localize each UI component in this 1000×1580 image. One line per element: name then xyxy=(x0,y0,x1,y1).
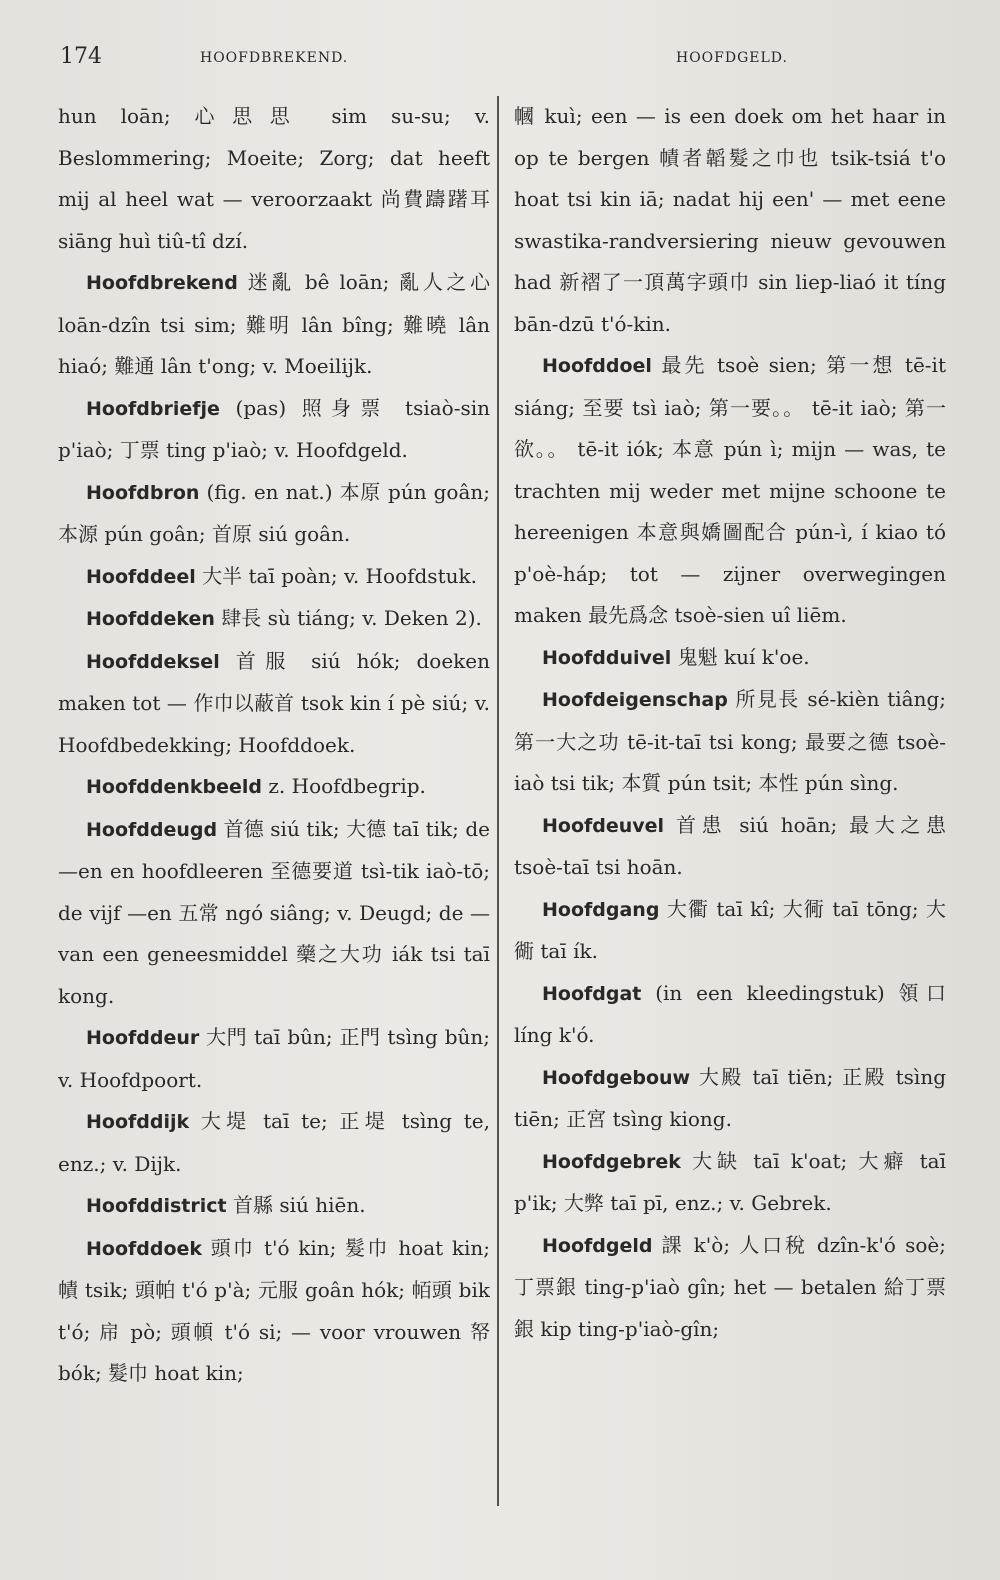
entry-text: (fig. en nat.) 本原 pún goân; 本源 pún goân; 首原 siú goân. xyxy=(58,479,490,546)
dictionary-entry xyxy=(514,889,946,973)
entry-headword: Hoofddeur xyxy=(86,1027,200,1049)
entry-text: 大門 taī bûn; 正門 tsìng bûn; v. Hoofdpoort. xyxy=(58,1025,490,1092)
entry-text: 所見長 sé-kièn tiâng; 第一大之功 tē-it-taī tsi kong; 最要之德 tsoè-iaò tsi tik; 本質 pún tsit; 本性 pún sìng. xyxy=(514,687,946,795)
entry-text: 課 k'ò; 人口稅 dzîn-k'ó soè; 丁票銀 ting-p'iaò gîn; het — betalen 給丁票銀 kip ting-p'iaò-gîn; xyxy=(514,1232,946,1341)
entry-text: 大殿 taī tiēn; 正殿 tsìng tiēn; 正宮 tsìng kiong. xyxy=(514,1064,946,1131)
entry-headword: Hoofdgang xyxy=(542,898,660,921)
dictionary-entry xyxy=(58,556,490,599)
dictionary-entry xyxy=(58,1185,490,1228)
dictionary-entry xyxy=(58,96,490,262)
entry-headword: Hoofdgat xyxy=(542,982,642,1005)
dictionary-entry xyxy=(514,1057,946,1141)
entry-text: 大缺 taī k'oat; 大癖 taī p'ik; 大弊 taī pī, enz.; v. Gebrek. xyxy=(514,1148,946,1215)
entry-text: 幗 kuì; een — is een doek om het haar in op te bergen 幘者韜髮之巾也 tsik-tsiá t'o hoat tsi kin iā; nadat hij een' — met eene swastika-randversiering nieuw gevouwen had 新褶了一頂萬字頭巾 sin liep-liaó it tíng bān-dzū t'ó-kin. xyxy=(514,104,946,336)
entry-headword: Hoofddeugd xyxy=(86,818,218,841)
dictionary-entry xyxy=(514,679,946,805)
entry-headword: Hoofdbron xyxy=(86,481,200,504)
entry-text: 頭巾 t'ó kin; 髮巾 hoat kin; 幘 tsik; 頭帕 t'ó p'à; 元服 goân hók; 帞頭 bik t'ó; 帍 pò; 頭幁 t'ó si; — voor vrouwen 帑 bók; 髮巾 hoat kin; xyxy=(58,1235,490,1385)
entry-text: z. Hoofdbegrip. xyxy=(268,774,426,798)
entry-text: 首縣 siú hiēn. xyxy=(232,1193,366,1217)
entry-headword: Hoofddeksel xyxy=(86,650,220,673)
entry-text: 最先 tsoè sien; 第一想 tē-it siáng; 至要 tsì iaò; 第一要。。 tē-it iaò; 第一欲。。 tē-it iók; 本意 pún ì; mijn — was, te trachten mij weder met mijne schoone te hereenigen 本意與嬌圖配合 pún-ì, í kiao tó p'oè-háp; tot — zijner overwegingen maken 最先爲念 tsoè-sien uî liēm. xyxy=(514,353,946,627)
dictionary-entry xyxy=(514,1225,946,1351)
dictionary-entry xyxy=(514,1141,946,1225)
entry-text: 首服 siú hók; doeken maken tot — 作巾以蔽首 tsok kin í pè siú; v. Hoofdbedekking; Hoofddoek. xyxy=(58,648,490,757)
column-divider xyxy=(497,96,499,1506)
entry-text: 首德 siú tik; 大德 taī tik; de —en en hoofdleeren 至德要道 tsì-tik iaò-tō; de vijf —en 五常 ngó siâng; v. Deugd; de — van een geneesmiddel 藥之大功 iák tsi taī kong. xyxy=(58,816,490,1008)
entry-headword: Hoofddoel xyxy=(542,355,652,377)
dictionary-entry xyxy=(58,1228,490,1395)
entry-headword: Hoofddoek xyxy=(86,1237,203,1260)
right-running-head: HOOFDGELD. xyxy=(676,50,788,66)
dictionary-entry xyxy=(514,345,946,637)
entry-text: 肆長 sù tiáng; v. Deken 2). xyxy=(221,606,482,630)
entry-headword: Hoofddijk xyxy=(86,1111,190,1133)
entry-headword: Hoofdgebouw xyxy=(542,1066,691,1089)
entry-text: 大衢 taī kî; 大衕 taī tōng; 大衚 taī ík. xyxy=(514,896,946,963)
entry-text: (pas) 照身票 tsiaò-sin p'iaò; 丁票 ting p'iaò; v. Hoofdgeld. xyxy=(58,395,490,462)
entry-text: 大半 taī poàn; v. Hoofdstuk. xyxy=(202,563,477,588)
page-header xyxy=(0,44,1000,74)
dictionary-entry xyxy=(58,262,490,388)
entry-headword: Hoofdeuvel xyxy=(542,814,665,837)
entry-text: 大堤 taī te; 正堤 tsìng te, enz.; v. Dijk. xyxy=(58,1109,490,1176)
entry-text: 迷亂 bê loān; 亂人之心 loān-dzîn tsi sim; 難明 lân bîng; 難曉 lân hiaó; 難通 lân t'ong; v. Moeilijk. xyxy=(58,270,490,378)
dictionary-entry xyxy=(514,637,946,680)
dictionary-entry xyxy=(58,1101,490,1185)
dictionary-entry xyxy=(58,598,490,641)
dictionary-entry xyxy=(514,973,946,1057)
entry-text: 鬼魁 kuí k'oe. xyxy=(677,644,810,669)
entry-headword: Hoofdeigenschap xyxy=(542,689,728,711)
entry-text: 首患 siú hoān; 最大之患 tsoè-taī tsi hoān. xyxy=(514,812,946,879)
entry-headword: Hoofdbrekend xyxy=(86,272,238,294)
entry-headword: Hoofdbriefje xyxy=(86,397,220,420)
entry-headword: Hoofddeel xyxy=(86,565,196,588)
dictionary-entry xyxy=(58,388,490,472)
dictionary-entry xyxy=(514,96,946,345)
entry-headword: Hoofdduivel xyxy=(542,646,672,669)
dictionary-entry xyxy=(514,805,946,889)
dictionary-entry xyxy=(58,472,490,556)
left-running-head: HOOFDBREKEND. xyxy=(200,50,349,66)
entry-headword: Hoofddeken xyxy=(86,608,215,630)
entry-headword: Hoofdgeld xyxy=(542,1234,653,1257)
left-column xyxy=(58,96,490,1536)
dictionary-entry xyxy=(58,766,490,809)
dictionary-entry xyxy=(58,809,490,1018)
entry-text: hun loān; 心思思 sim su-su; v. Beslommering; Moeite; Zorg; dat heeft mij al heel wat — veroorzaakt 尚費躊躇耳 siāng huì tiû-tî dzí. xyxy=(58,104,490,253)
dictionary-entry xyxy=(58,1017,490,1101)
dictionary-entry xyxy=(58,641,490,767)
entry-headword: Hoofddenkbeeld xyxy=(86,776,263,798)
right-column xyxy=(514,96,946,1536)
entry-text: (in een kleedingstuk) 領口 líng k'ó. xyxy=(514,980,946,1047)
entry-headword: Hoofddistrict xyxy=(86,1195,227,1217)
entry-headword: Hoofdgebrek xyxy=(542,1150,681,1173)
page-number: 174 xyxy=(60,44,102,69)
